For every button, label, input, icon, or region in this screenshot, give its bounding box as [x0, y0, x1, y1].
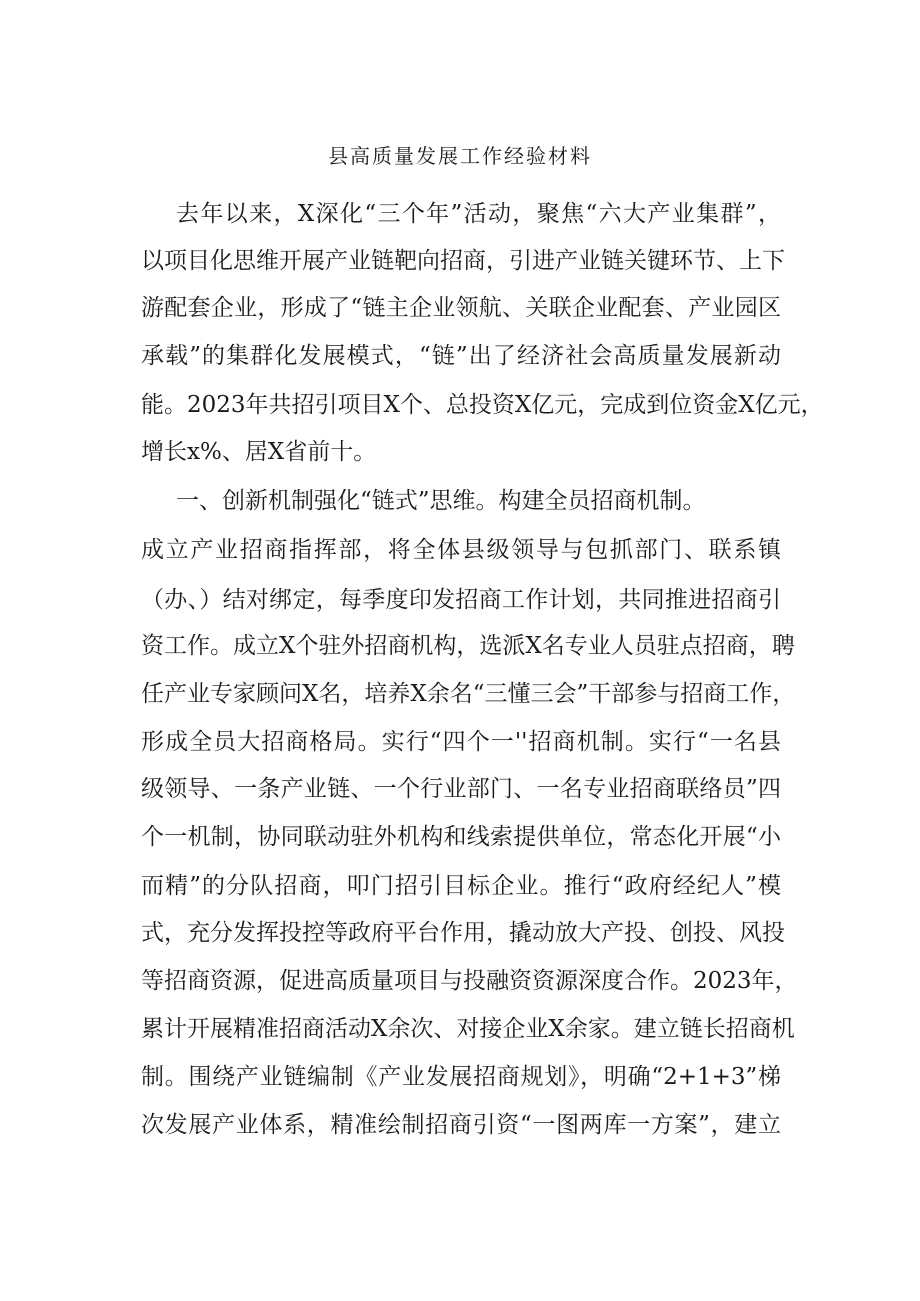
paragraph-line: 制。围绕产业链编制《产业发展招商规划》，明确“2+1+3”梯	[141, 1064, 781, 1090]
paragraph-line: 个一机制，协同联动驻外机构和线索提供单位，常态化开展“小	[141, 824, 781, 850]
paragraph-line: 去年以来，X深化“三个年”活动，聚焦“六大产业集群”，	[176, 201, 781, 227]
document-title: 县高质量发展工作经验材料	[328, 144, 592, 168]
paragraph-line: 资工作。成立X个驻外招商机构，选派X名专业人员驻点招商，聘	[141, 633, 795, 659]
paragraph-line: 成立产业招商指挥部，将全体县级领导与包抓部门、联系镇	[141, 537, 781, 563]
paragraph-line: 形成全员大招商格局。实行“四个一''招商机制。实行“一名县	[141, 729, 781, 755]
paragraph-line: 累计开展精准招商活动X余次、对接企业X余家。建立链长招商机	[141, 1016, 795, 1042]
paragraph-line: 游配套企业，形成了“链主企业领航、关联企业配套、产业园区	[141, 295, 781, 321]
paragraph-line: 而精”的分队招商，叩门招引目标企业。推行“政府经纪人”模	[141, 873, 781, 899]
paragraph-line: 级领导、一条产业链、一个行业部门、一名专业招商联络员”四	[141, 776, 781, 802]
paragraph-line: 式，充分发挥投控等政府平台作用，撬动放大产投、创投、风投	[141, 920, 785, 946]
section-heading-line: 一、创新机制强化“链式”思维。构建全员招商机制。	[176, 488, 706, 514]
paragraph-line: 承载”的集群化发展模式，“链”出了经济社会高质量发展新动	[141, 343, 781, 369]
paragraph-line: 增长x%、居X省前十。	[141, 439, 377, 465]
paragraph-line: 任产业专家顾问X名，培养X余名“三懂三会”干部参与招商工作，	[141, 681, 796, 707]
paragraph-line: 次发展产业体系，精准绘制招商引资“一图两库一方案”，建立	[141, 1112, 781, 1138]
paragraph-line: 能。2023年共招引项目X个、总投资X亿元，完成到位资金X亿元，	[141, 392, 824, 418]
paragraph-line: 等招商资源，促进高质量项目与投融资资源深度合作。2023年，	[141, 968, 798, 994]
paragraph-line: 以项目化思维开展产业链靶向招商，引进产业链关键环节、上下	[141, 248, 785, 274]
paragraph-line: （办、）结对绑定，每季度印发招商工作计划，共同推进招商引	[141, 587, 781, 613]
